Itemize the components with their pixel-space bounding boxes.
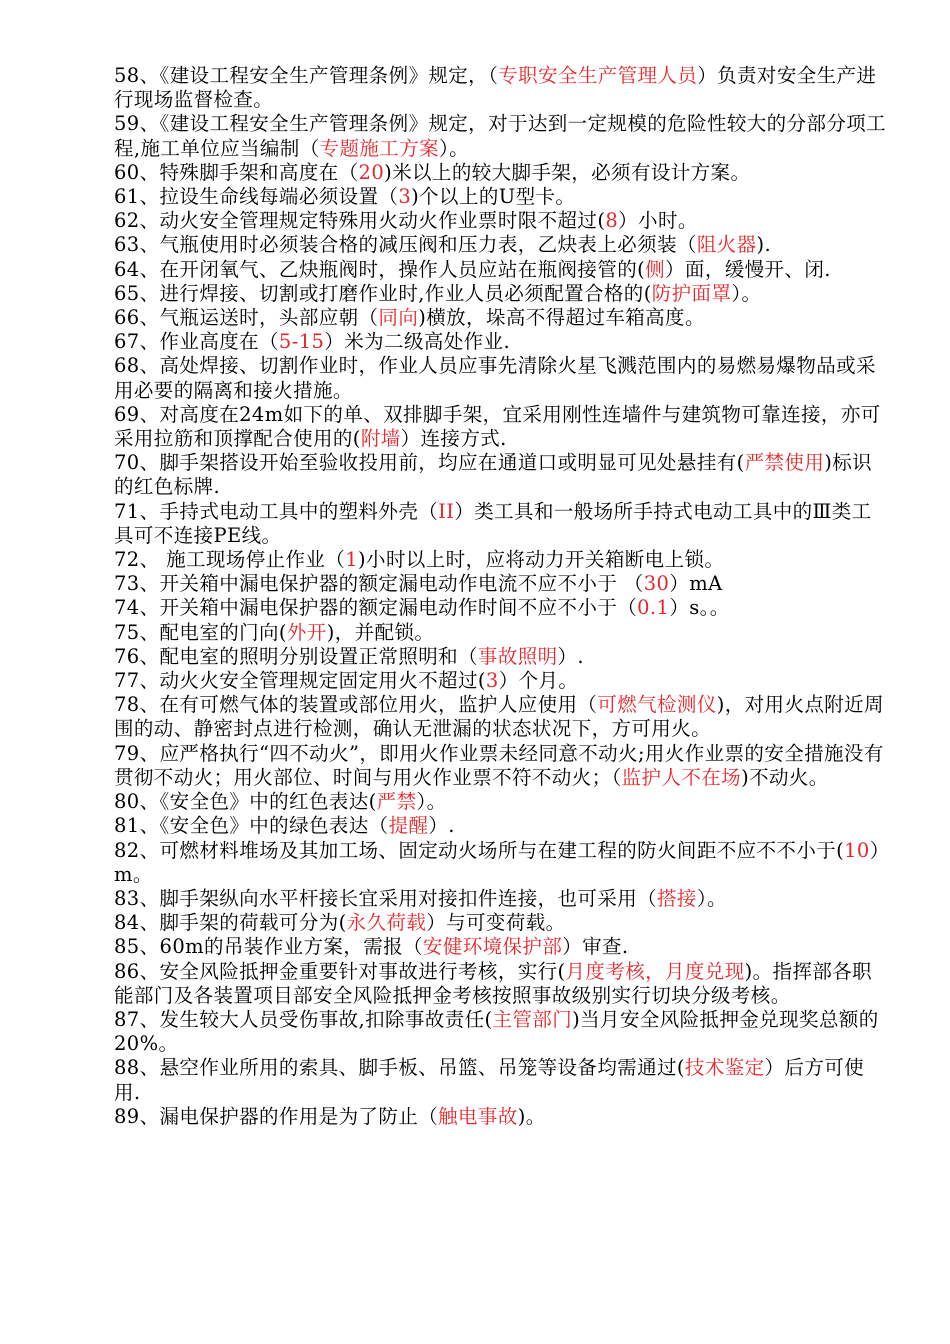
question-text: )米以上的较大脚手架，必须有设计方案。 <box>384 160 751 184</box>
question-text: 68、高处焊接、切割作业时，作业人员应事先清除火星飞溅范围内的易燃易爆物品或采用必要的隔离和接火措施。 <box>114 354 876 402</box>
question-text: ）s。。 <box>669 596 730 620</box>
question-item <box>114 354 890 402</box>
question-text: 85、60m的吊装作业方案，需报（ <box>114 935 423 959</box>
answer-text: 提醒 <box>388 814 429 838</box>
question-text: 76、配电室的照明分别设置正常照明和（ <box>114 644 478 668</box>
question-item <box>114 911 890 935</box>
question-item <box>114 960 890 1008</box>
question-item <box>114 112 890 160</box>
question-text: 88、悬空作业所用的索具、脚手板、吊篮、吊笼等设备均需通过( <box>114 1056 685 1080</box>
question-list <box>114 64 890 1129</box>
question-text: 61、拉设生命线每端必须设置（ <box>114 185 399 209</box>
question-text: ）。 <box>696 886 727 910</box>
question-item <box>114 572 890 596</box>
question-text: ）个月。 <box>498 669 579 693</box>
question-text: 86、安全风险抵押金重要针对事故进行考核，实行( <box>114 959 566 983</box>
question-text: )个以上的U型卡。 <box>411 185 576 209</box>
question-item <box>114 1008 890 1056</box>
question-item <box>114 935 890 959</box>
question-text: ）mA <box>669 572 723 596</box>
question-text: ）类工具和一般场所手持式电动工具中的Ⅲ类工具可不连接PE线。 <box>114 499 872 547</box>
question-text: ）. <box>428 814 455 838</box>
answer-text: 3 <box>485 669 499 693</box>
question-text: ）连接方式. <box>400 427 507 451</box>
question-item <box>114 233 890 257</box>
question-item <box>114 500 890 548</box>
question-text: )。指挥部各职能部门及各装置项目部安全风险抵押金考核按照事故级别实行切块分级考核。 <box>114 959 873 1007</box>
question-text: ）与可变荷载。 <box>426 911 566 935</box>
answer-text: 专题施工方案 <box>319 136 440 160</box>
answer-text: 侧 <box>645 257 666 281</box>
question-item <box>114 1056 890 1104</box>
question-text: )。 <box>517 1104 546 1128</box>
question-item <box>114 839 890 887</box>
answer-text: 1 <box>345 548 359 572</box>
question-text: 79、应严格执行“四不动火”，即用火作业票未经同意不动火;用火作业票的安全措施没有贯彻不动火；用火部位、时间与用火作业票不符不动火；（ <box>114 741 884 789</box>
question-item <box>114 282 890 306</box>
answer-text: 触电事故 <box>438 1104 518 1128</box>
question-item <box>114 790 890 814</box>
question-text: 84、脚手架的荷载可分为( <box>114 911 347 935</box>
question-text: 73、开关箱中漏电保护器的额定漏电动作电流不应不小于 （ <box>114 572 644 596</box>
question-item <box>114 64 890 112</box>
question-text: ）后方可使用. <box>114 1056 865 1104</box>
question-item <box>114 161 890 185</box>
question-item <box>114 330 890 354</box>
question-item <box>114 887 890 911</box>
question-text: ）。 <box>439 136 470 160</box>
question-text: ）。 <box>416 790 447 814</box>
question-item <box>114 258 890 282</box>
answer-text: 10 <box>844 838 870 862</box>
answer-text: 5-15 <box>278 330 325 354</box>
question-text: ）负责对安全生产进行现场监督检查。 <box>114 64 877 112</box>
question-text: 74、开关箱中漏电保护器的额定漏电动作时间不应不小于（ <box>114 596 638 620</box>
question-item <box>114 669 890 693</box>
answer-text: 月度考核，月度兑现 <box>565 959 745 983</box>
question-text: ）。 <box>731 281 762 305</box>
question-text: 87、发生较大人员受伤事故,扣除事故责任( <box>114 1007 493 1031</box>
question-item <box>114 742 890 790</box>
answer-text: 监护人不在场 <box>621 765 742 789</box>
question-text: 82、可燃材料堆场及其加工场、固定动火场所与在建工程的防火间距不应不不小于( <box>114 838 845 862</box>
question-item <box>114 185 890 209</box>
question-item <box>114 693 890 741</box>
question-item <box>114 645 890 669</box>
question-text: 72、 施工现场停止作业（ <box>114 548 346 572</box>
question-text: )不动火。 <box>741 765 829 789</box>
question-item <box>114 209 890 233</box>
answer-text: 安健环境保护部 <box>422 935 563 959</box>
question-text: 66、气瓶运送时，头部应朝（ <box>114 306 379 330</box>
question-text: ）. <box>557 644 585 668</box>
answer-text: 搭接 <box>657 886 697 910</box>
answer-text: 技术鉴定 <box>684 1056 765 1080</box>
question-text: 89、漏电保护器的作用是为了防止（ <box>114 1104 439 1128</box>
question-text: 83、脚手架纵向水平杆接长宜采用对接扣件连接，也可采用（ <box>114 886 658 910</box>
question-text: 59、《建设工程安全生产管理条例》规定，对于达到一定规模的危险性较大的分部分项工程,施工单位应当编制（ <box>114 112 887 160</box>
answer-text: 3 <box>398 185 412 209</box>
answer-text: 8 <box>605 209 619 233</box>
answer-text: 防护面罩 <box>651 281 732 305</box>
question-text: )当月安全风险抵押金兑现奖总额的20%。 <box>114 1007 879 1056</box>
question-text: 69、对高度在24m如下的单、双排脚手架，宜采用刚性连墙件与建筑物可靠连接，亦可采用拉筋和顶撑配合使用的( <box>114 402 881 451</box>
question-text: ）面，缓慢开、闭. <box>665 257 831 281</box>
question-text: ）米为二级高处作业. <box>324 330 511 354</box>
question-text: ）m。 <box>114 838 890 886</box>
question-item <box>114 403 890 451</box>
answer-text: 附墙 <box>360 427 401 451</box>
question-text: 75、配电室的门向( <box>114 620 287 644</box>
question-text: )，并配锁。 <box>326 620 435 644</box>
question-text: 77、动火火安全管理规定固定用火不超过( <box>114 669 486 693</box>
question-item <box>114 1105 890 1129</box>
question-text: ). <box>756 233 772 257</box>
question-text: 58、《建设工程安全生产管理条例》规定，（ <box>114 64 499 87</box>
answer-text: 外开 <box>286 620 327 644</box>
question-text: )标识的红色标牌. <box>114 451 873 499</box>
answer-text: 专职安全生产管理人员 <box>498 64 698 87</box>
question-text: 71、手持式电动工具中的塑料外壳（ <box>114 499 439 523</box>
question-item <box>114 451 890 499</box>
answer-text: II <box>438 499 455 523</box>
question-text: 65、进行焊接、切割或打磨作业时,作业人员必须配置合格的( <box>114 281 652 305</box>
answer-text: 严禁 <box>376 790 417 814</box>
question-text: ）小时。 <box>618 209 698 233</box>
question-text: )横放，垛高不得超过车箱高度。 <box>418 306 705 330</box>
question-text: 67、作业高度在（ <box>114 330 279 354</box>
question-text: ）审查. <box>562 935 629 959</box>
answer-text: 事故照明 <box>477 644 558 668</box>
answer-text: 30 <box>643 572 670 596</box>
question-text: 81、《安全色》中的绿色表达（ <box>114 814 389 838</box>
question-text: 60、特殊脚手架和高度在（ <box>114 160 359 184</box>
answer-text: 0.1 <box>637 596 670 620</box>
answer-text: 严禁使用 <box>744 451 825 475</box>
question-text: 78、在有可燃气体的装置或部位用火，监护人应使用（ <box>114 693 598 717</box>
question-item <box>114 306 890 330</box>
question-text: 62、动火安全管理规定特殊用火动火作业票时限不超过( <box>114 209 606 233</box>
answer-text: 主管部门 <box>492 1007 573 1031</box>
answer-text: 同向 <box>378 306 419 330</box>
question-text: )小时以上时，应将动力开关箱断电上锁。 <box>358 548 725 572</box>
answer-text: 永久荷载 <box>346 911 427 935</box>
question-text: 64、在开闭氧气、乙炔瓶阀时，操作人员应站在瓶阀接管的( <box>114 257 646 281</box>
answer-text: 阻火器 <box>696 233 757 257</box>
answer-text: 20 <box>358 160 385 184</box>
question-text: 70、脚手架搭设开始至验收投用前，均应在通道口或明显可见处悬挂有( <box>114 451 745 475</box>
question-item <box>114 621 890 645</box>
question-text: 80、《安全色》中的红色表达( <box>114 790 377 814</box>
question-item <box>114 548 890 572</box>
question-item <box>114 814 890 838</box>
question-text: )，对用火点附近周围的动、静密封点进行检测，确认无泄漏的状态状况下，方可用火。 <box>114 693 884 741</box>
answer-text: 可燃气检测仪 <box>597 693 717 717</box>
question-item <box>114 596 890 620</box>
question-text: 63、气瓶使用时必须装合格的减压阀和压力表，乙炔表上必须装（ <box>114 233 697 257</box>
